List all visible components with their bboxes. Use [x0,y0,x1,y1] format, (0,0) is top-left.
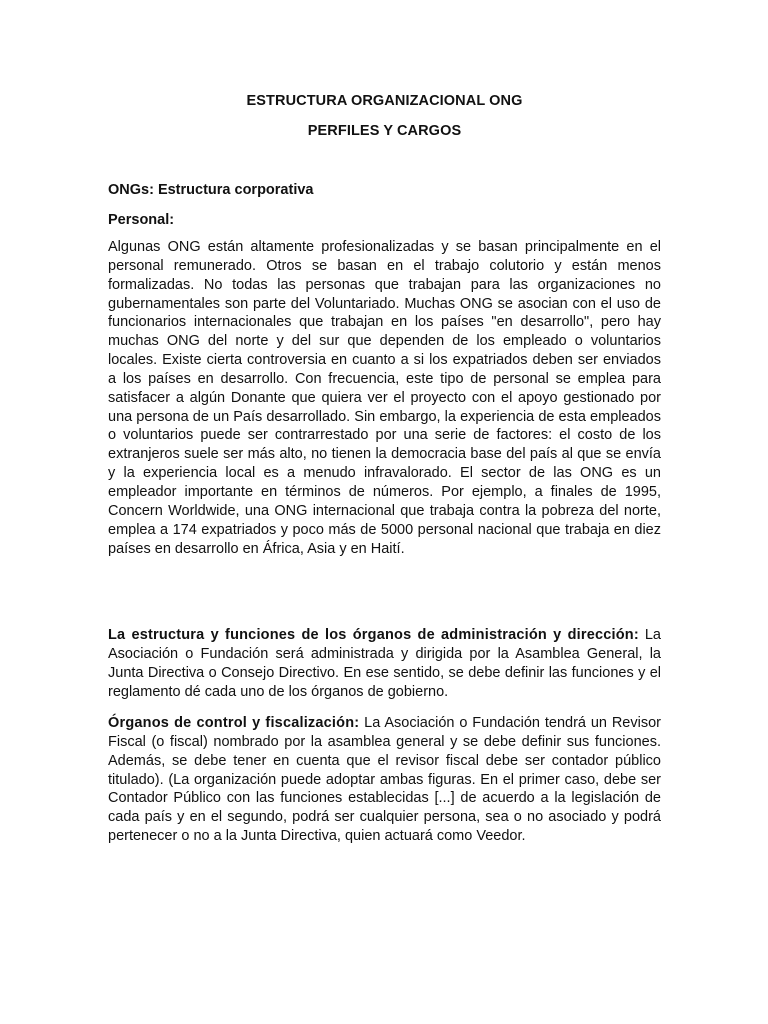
control-text: La Asociación o Fundación tendrá un Revisor Fiscal (o fiscal) nombrado por la asamblea general y se debe definir sus funciones. Además, se debe tener en cuenta que el revisor fiscal debe ser contador público titulado). (La organización puede adoptar ambas figuras. En el primer caso, debe ser Contador Público con las funciones establecidas [...] de acuerdo a la legislación de cada país y en el segundo, podrá ser cualquier persona, sea o no asociado y podrá pertenecer o no a la Junta Directiva, quien actuará como Veedor. [108,715,661,845]
control-lead: Órganos de control y fiscalización: [108,715,360,731]
subsection-heading: Personal: [108,212,175,228]
section-heading: ONGs: Estructura corporativa [108,182,314,198]
document-subtitle: PERFILES Y CARGOS [307,123,462,139]
structure-text: La Asociación o Fundación será administrada y dirigida por la Asamblea General, la Junta Directiva o Consejo Directivo. En ese sentido, se debe definir las funciones y el reglamento dé cada uno de los órganos de gobierno. [108,627,661,700]
paragraph-personal: Algunas ONG están altamente profesionalizadas y se basan principalmente en el personal remunerado. Otros se basan en el trabajo colutorio y están menos formalizadas. No todas las personas que trabajan para las organizaciones no gubernamentales son parte del Voluntariado. Muchas ONG se asocian con el uso de funcionarios internacionales que trabajan en los países "en desarrollo", pero hay muchas ONG del norte y del sur que dependen de los empleado o voluntarios locales. Existe cierta controversia en cuanto a si los expatriados deben ser enviados a los países en desarrollo. Con frecuencia, este tipo de personal se emplea para satisfacer a algún Donante que quiera ver el proyecto con el apoyo gestionado por una persona de un País desarrollado. Sin embargo, la experiencia de esta empleados o voluntarios puede ser contrarrestado por una serie de factores: el costo de los extranjeros suele ser más alto, no tienen la democracia base del país al que se envía y la experiencia local es a menudo infravalorado. El sector de las ONG es un empleador importante en términos de números. Por ejemplo, a finales de 1995, Concern Worldwide, una ONG internacional que trabaja contra la pobreza del norte, emplea a 174 expatriados y poco más de 5000 personal nacional que trabaja en diez países en desarrollo en África, Asia y en Haití. [108,239,661,557]
paragraph-control [108,714,661,846]
document-title: ESTRUCTURA ORGANIZACIONAL ONG [246,93,523,109]
structure-lead: La estructura y funciones de los órganos de administración y dirección: [108,627,639,643]
paragraph-structure [108,626,661,701]
